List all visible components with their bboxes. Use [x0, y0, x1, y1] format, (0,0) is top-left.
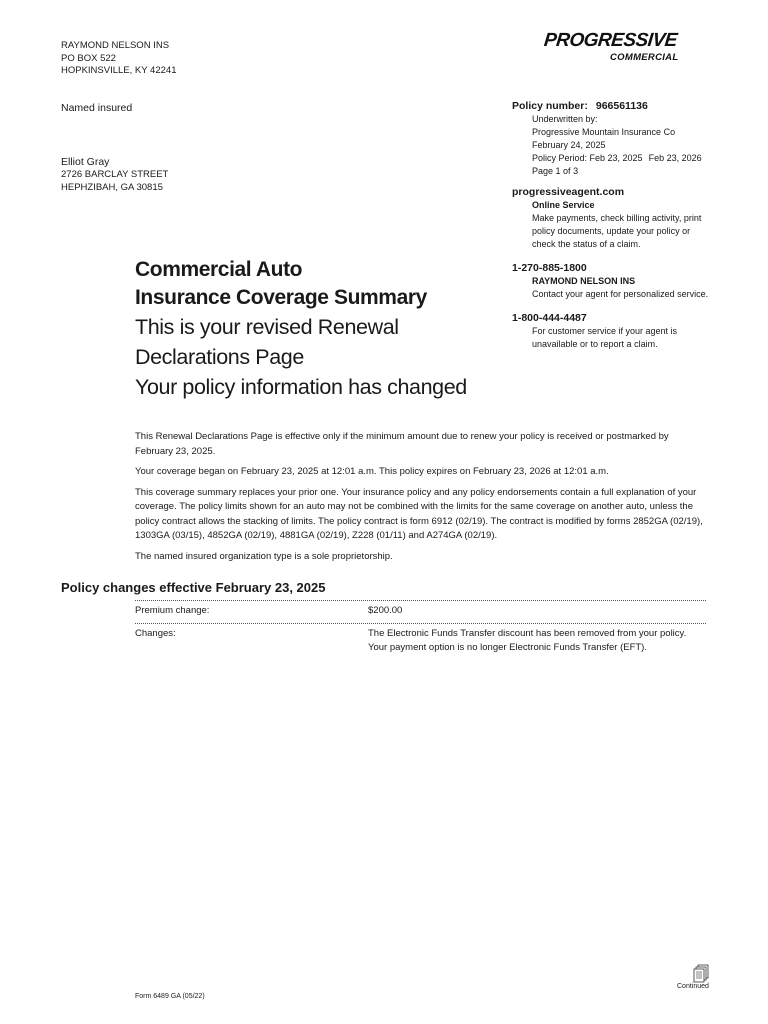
agent-name: RAYMOND NELSON INS — [61, 40, 170, 51]
policy-number: 966561136 — [595, 100, 648, 112]
agent-address-line2: HOPKINSVILLE, KY 42241 — [61, 65, 177, 76]
agent-website-link[interactable]: progressiveagent.com — [512, 186, 625, 198]
online-service-text: Make payments, check billing activity, print policy documents, update your policy or check the status of a claim. — [532, 213, 702, 249]
insured-name: Elliot Gray — [61, 156, 110, 168]
policy-period-start: Policy Period: Feb 23, 2025 — [532, 153, 643, 163]
coverage-dates-paragraph: Your coverage began on February 23, 2025 at 12:01 a.m. This policy expires on February 23, 2026 at 12:01 a.m. — [135, 466, 609, 477]
premium-change-value: $200.00 — [368, 605, 403, 616]
page-label: Page 1 — [532, 166, 561, 176]
agent-contact-name: RAYMOND NELSON INS — [532, 276, 636, 286]
body-text — [135, 430, 705, 570]
title-line3: This is your revised Renewal — [135, 315, 399, 339]
underwriter-name: Progressive Mountain Insurance Co — [532, 127, 676, 137]
agent-address — [61, 40, 176, 78]
continued-label: Continued — [677, 983, 709, 990]
policy-period — [512, 152, 712, 165]
customer-service-phone: 1-800-444-4487 — [512, 312, 587, 324]
insured-address-line2: HEPHZIBAH, GA 30815 — [61, 181, 163, 193]
policy-period-end: Feb 23, 2026 — [648, 153, 702, 163]
title-line4: Declarations Page — [135, 345, 304, 369]
continued-marker — [672, 964, 712, 994]
agent-contact-text: Contact your agent for personalized service. — [532, 289, 709, 299]
insured-address — [61, 156, 168, 194]
underwritten-label: Underwritten by: — [532, 114, 598, 124]
changes-line1: The Electronic Funds Transfer discount has been removed from your policy. — [368, 628, 687, 639]
title-line1: Commercial Auto — [135, 258, 303, 281]
form-number: Form 6489 GA (05/22) — [135, 993, 205, 1000]
customer-service-text: For customer service if your agent is unavailable or to report a claim. — [532, 326, 678, 349]
policy-date: February 24, 2025 — [532, 140, 606, 150]
insured-address-line1: 2726 BARCLAY STREET — [61, 169, 169, 180]
changes-label: Changes: — [135, 628, 176, 639]
page-total: 3 — [573, 166, 579, 176]
title-line2: Insurance Coverage Summary — [135, 286, 427, 309]
coverage-summary-paragraph: This coverage summary replaces your prior one. Your insurance policy and any policy endorsements contain a full explanation of your coverage. The policy limits shown for an auto may not be combined with the limits for the same coverage on another auto, unless the policy contract allows the stacking of limits. The policy contract is form 6912 (02/19). The contract is modified by forms 2852GA (02/19), 1303GA (03/15), 4852GA (02/19), 4881GA (02/19), Z228 (01/11) and A274GA (02/19). — [135, 486, 703, 541]
title-line5: Your policy information has changed — [135, 375, 467, 399]
named-insured-label: Named insured — [61, 102, 133, 114]
policy-number-row — [512, 99, 712, 113]
effective-paragraph: This Renewal Declarations Page is effective only if the minimum amount due to renew your policy is received or postmarked by February 23, 2025. — [135, 431, 669, 457]
policy-changes-table — [135, 600, 706, 655]
logo-sub-text: COMMERCIAL — [610, 52, 679, 63]
premium-change-label: Premium change: — [135, 605, 210, 616]
agent-phone: 1-270-885-1800 — [512, 262, 587, 274]
changes-value — [368, 627, 706, 655]
policy-number-label: Policy number: — [512, 100, 588, 112]
online-service-title: Online Service — [532, 200, 595, 210]
document-title — [135, 256, 505, 402]
policy-info-column — [512, 99, 712, 351]
changes-line2: Your payment option is no longer Electronic Funds Transfer (EFT). — [368, 642, 647, 653]
page-count — [512, 165, 712, 178]
organization-type-paragraph: The named insured organization type is a sole proprietorship. — [135, 550, 393, 562]
policy-changes-heading: Policy changes effective February 23, 2025 — [61, 580, 326, 595]
agent-address-line1: PO BOX 522 — [61, 52, 116, 64]
pages-icon — [692, 964, 712, 984]
logo-main-text: PROGRESSIVE — [542, 30, 678, 51]
page-of: of — [563, 166, 571, 176]
changes-row — [135, 623, 706, 655]
progressive-logo — [540, 28, 690, 68]
premium-change-row — [135, 600, 706, 623]
